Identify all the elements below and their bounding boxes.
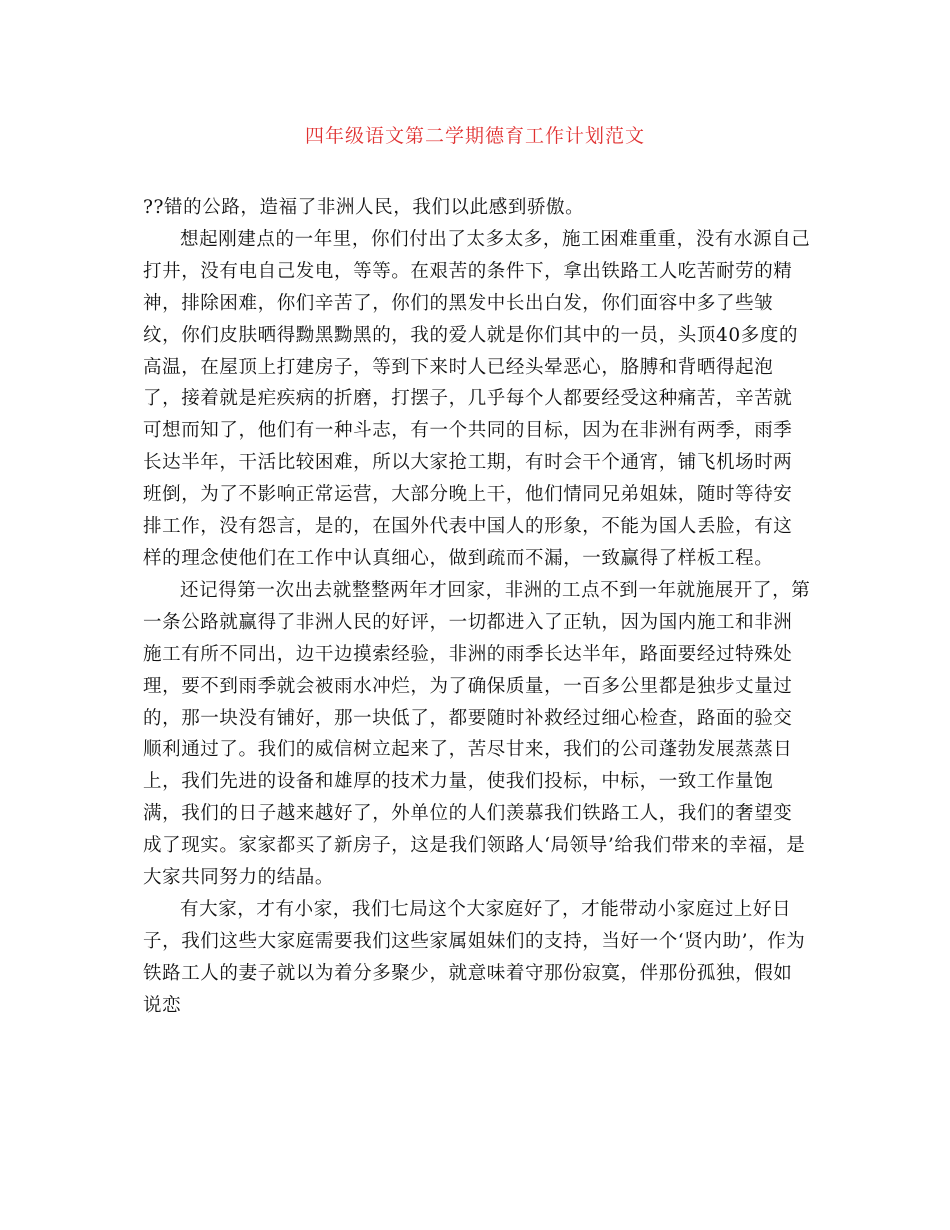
- paragraph-1: ??错的公路，造福了非洲人民，我们以此感到骄傲。: [143, 197, 585, 218]
- document-body: [143, 192, 811, 1022]
- paragraph-3: 还记得第一次出去就整整两年才回家，非洲的工点不到一年就施展开了，第一条公路就赢得了非洲人民的好评，一切都进入了正轨，因为国内施工和非洲施工有所不同出，边干边摸索经验，非洲的雨季长达半年，路面要经过特殊处理，要不到雨季就会被雨水冲烂，为了确保质量，一百多公里都是独步丈量过的，那一块没有铺好，那一块低了，都要随时补救经过细心检查，路面的验交顺利通过了。我们的威信树立起来了，苦尽甘来，我们的公司蓬勃发展蒸蒸日上，我们先进的设备和雄厚的技术力量，使我们投标，中标，一致工作量饱满，我们的日子越来越好了，外单位的人们羡慕我们铁路工人，我们的奢望变成了现实。家家都买了新房子，这是我们领路人‘局领导’给我们带来的幸福，是大家共同努力的结晶。: [143, 579, 811, 889]
- document-title: 四年级语文第二学期德育工作计划范文: [304, 125, 645, 147]
- paragraph-4: 有大家，才有小家，我们七局这个大家庭好了，才能带动小家庭过上好日子，我们这些大家庭需要我们这些家属姐妹们的支持，当好一个‘贤内助’，作为铁路工人的妻子就以为着分多聚少，就意味着守那份寂寞，伴那份孤独，假如说恋: [143, 898, 806, 1016]
- paragraph-2: 想起刚建点的一年里，你们付出了太多太多，施工困难重重，没有水源自己打井，没有电自己发电，等等。在艰苦的条件下，拿出铁路工人吃苦耐劳的精神，排除困难，你们辛苦了，你们的黑发中长出白发，你们面容中多了些皱纹，你们皮肤晒得黝黑黝黑的，我的爱人就是你们其中的一员，头顶40多度的高温，在屋顶上打建房子，等到下来时人已经头晕恶心，胳膊和背晒得起泡了，接着就是疟疾病的折磨，打摆子，几乎每个人都要经受这种痛苦，辛苦就可想而知了，他们有一种斗志，有一个共同的目标，因为在非洲有两季，雨季长达半年，干活比较困难，所以大家抢工期，有时会干个通宵，铺飞机场时两班倒，为了不影响正常运营，大部分晚上干，他们情同兄弟姐妹，随时等待安排工作，没有怨言，是的，在国外代表中国人的形象，不能为国人丢脸，有这样的理念使他们在工作中认真细心，做到疏而不漏，一致赢得了样板工程。: [143, 228, 811, 569]
